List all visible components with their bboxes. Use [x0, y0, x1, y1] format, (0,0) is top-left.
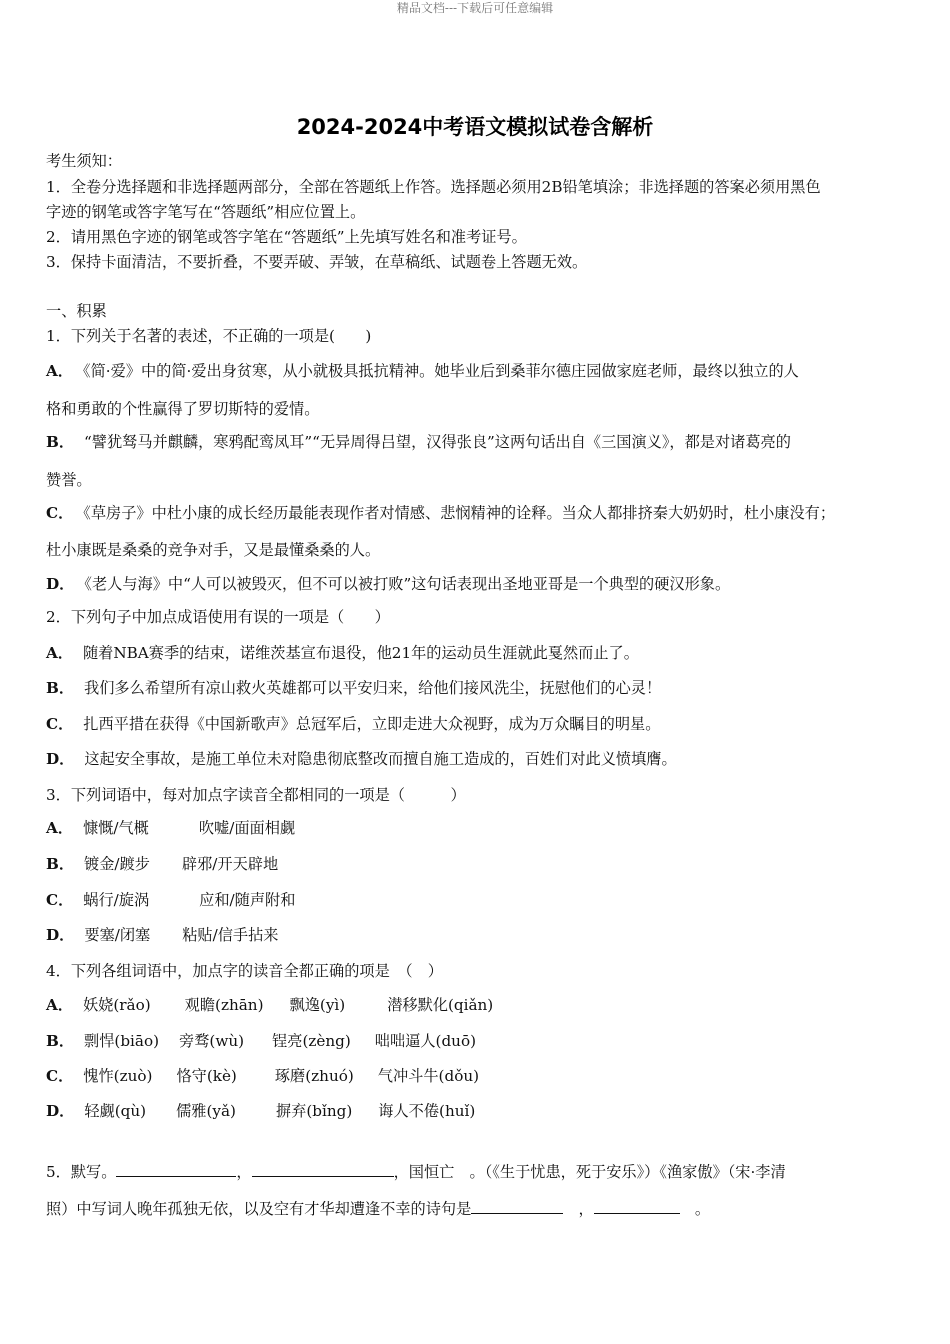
q4-option-b[interactable]	[46, 1030, 910, 1052]
option-label: D．	[46, 750, 75, 768]
option-word: 轻觑(qù)	[84, 1102, 147, 1120]
option-text: 这起安全事故，是施工单位未对隐患彻底整改而擅自施工造成的，百姓们对此义愤填膺。	[84, 750, 677, 768]
option-label: C．	[46, 891, 74, 909]
q4-option-a[interactable]	[46, 994, 910, 1016]
answer-blank-4[interactable]	[594, 1199, 680, 1214]
option-word: 观瞻(zhān)	[184, 996, 264, 1014]
q1-option-d[interactable]	[46, 573, 910, 595]
notice-item-1-cont: 字迹的钢笔或答字笔写在“答题纸”相应位置上。	[46, 203, 366, 221]
q5-suffix: ，国恒亡 。（《生于忧患，死于安乐》）《渔家傲》（宋·李清	[393, 1163, 786, 1181]
q2-option-b[interactable]	[46, 677, 910, 699]
option-word: 儒雅(yǎ)	[176, 1102, 236, 1120]
option-label: C．	[46, 715, 74, 733]
q5-separator: ，	[236, 1163, 252, 1181]
notice-item-1: 1．全卷分选择题和非选择题两部分，全部在答题纸上作答。选择题必须用2B铅笔填涂；非选择题的答案必须用黑色	[46, 178, 821, 196]
option-word-1: 镀金/踱步	[84, 855, 150, 873]
option-word: 潜移默化(qiǎn)	[387, 996, 494, 1014]
notice-item-3: 3．保持卡面清洁，不要折叠，不要弄破、弄皱，在草稿纸、试题卷上答题无效。	[46, 253, 588, 271]
option-word: 妖娆(rǎo)	[82, 996, 151, 1014]
option-word: 咄咄逼人(duō)	[374, 1032, 477, 1050]
option-text: 随着NBA赛季的结束，诺维茨基宣布退役，他21年的运动员生涯就此戛然而止了。	[82, 644, 639, 662]
q1-stem: 1．下列关于名著的表述，不正确的一项是( )	[46, 327, 372, 345]
answer-blank-3[interactable]	[471, 1199, 563, 1214]
q1-option-c[interactable]	[46, 502, 910, 524]
option-label: D．	[46, 575, 75, 593]
option-word-1: 慷慨/气概	[82, 819, 149, 837]
option-label: C．	[46, 1067, 74, 1085]
option-word: 摒弃(bǐng)	[275, 1102, 353, 1120]
q5-line-2	[46, 1198, 910, 1220]
option-word: 飘逸(yì)	[289, 996, 346, 1014]
option-word-1: 蜗行/旋涡	[83, 891, 150, 909]
option-text: 《草房子》中杜小康的成长经历最能表现作者对情感、悲悯精神的诠释。当众人都排挤秦大奶奶时，杜小康没有；	[83, 504, 836, 522]
q1-option-c-cont: 杜小康既是桑桑的竞争对手，又是最懂桑桑的人。	[46, 541, 381, 559]
q2-option-a[interactable]	[46, 642, 910, 664]
q3-option-d[interactable]	[46, 924, 910, 946]
option-text: 我们多么希望所有凉山救火英雄都可以平安归来，给他们接风洗尘，抚慰他们的心灵！	[84, 679, 662, 697]
section-heading: 一、积累	[46, 302, 107, 320]
option-word: 剽悍(biāo)	[84, 1032, 160, 1050]
notice-item-2: 2．请用黑色字迹的钢笔或答字笔在“答题纸”上先填写姓名和准考证号。	[46, 228, 527, 246]
answer-blank-1[interactable]	[116, 1162, 236, 1177]
option-label: B．	[46, 855, 75, 873]
option-label: A．	[46, 819, 73, 837]
option-text: 《老人与海》中“人可以被毁灭，但不可以被打败”这句话表现出圣地亚哥是一个典型的硬汉形象。	[84, 575, 731, 593]
q4-stem: 4．下列各组词语中，加点字的读音全都正确的项是 （ ）	[46, 962, 443, 980]
q3-option-a[interactable]	[46, 817, 910, 839]
option-label: C．	[46, 504, 74, 522]
q1-option-a-cont: 格和勇敢的个性赢得了罗切斯特的爱情。	[46, 400, 320, 418]
q5-line-1	[46, 1161, 910, 1183]
option-label: A．	[46, 644, 73, 662]
option-word: 琢磨(zhuó)	[274, 1067, 354, 1085]
q3-stem: 3．下列词语中，每对加点字读音全都相同的一项是（ ）	[46, 786, 466, 804]
page-title: 2024-2024中考语文模拟试卷含解析	[296, 115, 654, 139]
option-label: B．	[46, 433, 75, 451]
q2-option-c[interactable]	[46, 713, 910, 735]
q5-prefix-2: 照）中写词人晚年孤独无依，以及空有才华却遭逢不幸的诗句是	[46, 1200, 472, 1218]
option-word-2: 辟邪/开天辟地	[181, 855, 279, 873]
option-word: 诲人不倦(huǐ)	[378, 1102, 476, 1120]
watermark: 精品文档---下载后可任意编辑	[396, 1, 554, 15]
q5-separator-2: ，	[563, 1200, 594, 1218]
option-word-2: 应和/随声附和	[199, 891, 296, 909]
notice-heading: 考生须知：	[46, 152, 122, 170]
option-word: 锃亮(zèng)	[272, 1032, 351, 1050]
q2-stem: 2．下列句子中加点成语使用有误的一项是（ ）	[46, 608, 390, 626]
option-label: A．	[46, 362, 73, 380]
option-label: D．	[46, 926, 75, 944]
option-word: 愧怍(zuò)	[83, 1067, 153, 1085]
option-text: “譬犹驽马并麒麟，寒鸦配鸾凤耳”“无异周得吕望，汉得张良”这两句话出自《三国演义》，都是对诸葛亮的	[84, 433, 791, 451]
q4-option-c[interactable]	[46, 1065, 910, 1087]
option-word: 旁骛(wù)	[179, 1032, 245, 1050]
option-label: B．	[46, 1032, 75, 1050]
option-word: 恪守(kè)	[176, 1067, 237, 1085]
option-text: 《简·爱》中的简·爱出身贫寒，从小就极具抵抗精神。她毕业后到桑菲尔德庄园做家庭老师，最终以独立的人	[82, 362, 799, 380]
q3-option-c[interactable]	[46, 889, 910, 911]
option-label: D．	[46, 1102, 75, 1120]
q1-option-b[interactable]	[46, 431, 910, 453]
q3-option-b[interactable]	[46, 853, 910, 875]
q4-option-d[interactable]	[46, 1100, 910, 1122]
q5-prefix: 5．默写。	[46, 1163, 117, 1181]
q1-option-b-cont: 赞誉。	[46, 471, 92, 489]
option-label: B．	[46, 679, 75, 697]
q2-option-d[interactable]	[46, 748, 910, 770]
option-word-1: 要塞/闭塞	[84, 926, 151, 944]
q1-option-a[interactable]	[46, 360, 910, 382]
option-word: 气冲斗牛(dǒu)	[377, 1067, 480, 1085]
option-word-2: 吹嘘/面面相觑	[198, 819, 296, 837]
option-text: 扎西平措在获得《中国新歌声》总冠军后，立即走进大众视野，成为万众瞩目的明星。	[83, 715, 661, 733]
q5-end: 。	[679, 1200, 710, 1218]
option-label: A．	[46, 996, 73, 1014]
option-word-2: 粘贴/信手拈来	[182, 926, 279, 944]
answer-blank-2[interactable]	[252, 1162, 394, 1177]
